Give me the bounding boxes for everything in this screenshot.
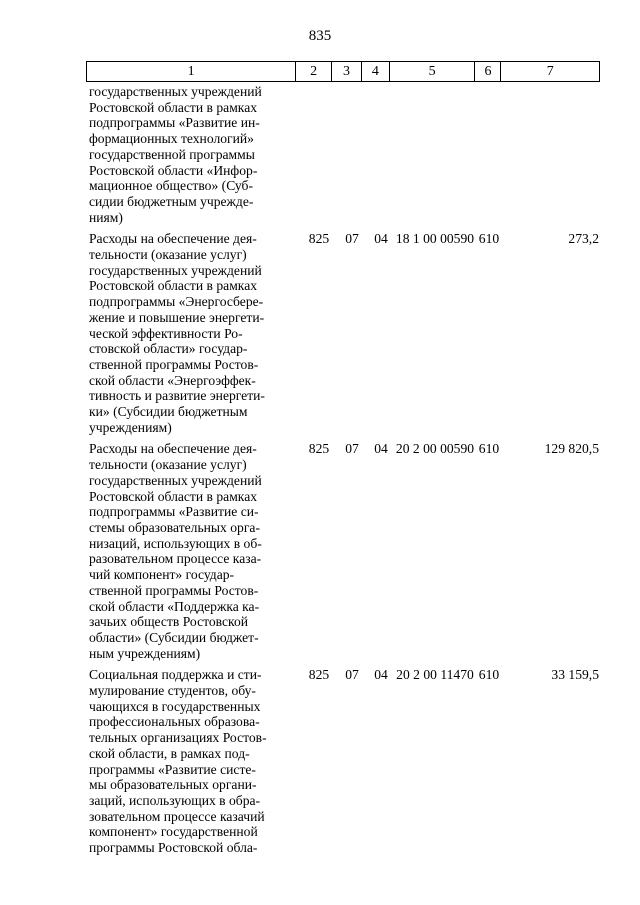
header-col-1: 1 xyxy=(87,62,296,81)
description-line: мулирование студентов, обу- xyxy=(89,683,256,699)
description-line: Расходы на обеспечение дея- xyxy=(89,441,257,457)
description-line: ческой эффективности Ро- xyxy=(89,325,243,341)
description-line: тельности (оказание услуг) xyxy=(89,247,247,263)
description-line: тельных организациях Ростов- xyxy=(89,730,267,746)
description-line: Ростовской области в рамках xyxy=(89,99,258,115)
description-line: профессиональных образова- xyxy=(89,714,260,730)
description-line: стемы образовательных орга- xyxy=(89,519,260,535)
header-col-3: 3 xyxy=(332,62,362,81)
description-line: Ростовской области в рамках xyxy=(89,278,258,294)
description-line: мы образовательных органи- xyxy=(89,777,257,793)
description-line: программы «Развитие систе- xyxy=(89,761,256,777)
section-code: 07 xyxy=(345,667,359,683)
description-line: государственных учреждений xyxy=(89,472,262,488)
ministry-code: 825 xyxy=(308,441,330,457)
description-line: программы Ростовской обла- xyxy=(89,840,258,856)
table-row xyxy=(89,231,600,435)
description-line: мационное общество» (Суб- xyxy=(89,178,253,194)
amount-value: 129 820,5 xyxy=(544,441,599,457)
table-header xyxy=(86,61,600,82)
description-line: стовской области» государ- xyxy=(89,341,248,357)
description-line: Расходы на обеспечение дея- xyxy=(89,231,257,247)
description-line: подпрограммы «Энергосбере- xyxy=(89,294,264,310)
expense-type-code: 610 xyxy=(478,231,500,247)
table-body xyxy=(89,84,600,856)
section-code: 07 xyxy=(345,231,359,247)
description-line: ской области «Энергоэффек- xyxy=(89,372,256,388)
subsection-code: 04 xyxy=(374,231,388,247)
description-line: зовательном процессе казачий xyxy=(89,808,265,824)
table-row xyxy=(89,667,600,855)
row-description xyxy=(89,441,291,661)
row-description xyxy=(89,231,291,435)
expense-type-code: 610 xyxy=(478,667,500,683)
description-line: ниям) xyxy=(89,209,123,225)
description-line: области» (Субсидии бюджет- xyxy=(89,629,259,645)
header-col-4: 4 xyxy=(362,62,390,81)
description-line: разовательном процессе каза- xyxy=(89,551,262,567)
description-line: подпрограммы «Развитие си- xyxy=(89,504,259,520)
target-article-code xyxy=(395,84,475,225)
description-line: зачьих обществ Ростовской xyxy=(89,614,249,630)
amount-value xyxy=(503,84,599,225)
description-line: жение и повышение энергети- xyxy=(89,309,265,325)
amount-value: 33 159,5 xyxy=(551,667,599,683)
description-line: ской области, в рамках под- xyxy=(89,745,250,761)
page-number: 835 xyxy=(308,28,332,44)
section-code xyxy=(337,84,367,225)
description-line: формационных технологий» xyxy=(89,131,254,147)
description-line: низаций, использующих в об- xyxy=(89,535,262,551)
header-col-7: 7 xyxy=(546,64,554,79)
target-article-code: 18 1 00 00590 xyxy=(395,231,475,247)
header-col-5: 5 xyxy=(390,62,476,81)
ministry-code xyxy=(301,84,337,225)
description-line: государственных учреждений xyxy=(89,84,262,99)
description-line: государственных учреждений xyxy=(89,262,262,278)
ministry-code: 825 xyxy=(308,667,330,683)
description-line: ным учреждениям) xyxy=(89,645,201,661)
description-line: чий компонент» государ- xyxy=(89,567,235,583)
description-line: ственной программы Ростов- xyxy=(89,582,259,598)
row-description xyxy=(89,84,291,225)
table-row xyxy=(89,441,600,661)
subsection-code xyxy=(367,84,395,225)
expense-type-code: 610 xyxy=(478,441,500,457)
description-line: компонент» государственной xyxy=(89,824,258,840)
description-line: сидии бюджетным учрежде- xyxy=(89,193,254,209)
description-line: учреждениям) xyxy=(89,419,172,435)
description-line: заций, использующих в обра- xyxy=(89,792,261,808)
description-line: ки» (Субсидии бюджетным xyxy=(89,404,248,420)
row-description xyxy=(89,667,291,855)
description-line: ской области «Поддержка ка- xyxy=(89,598,260,614)
description-line: подпрограммы «Развитие ин- xyxy=(89,115,260,131)
description-line: Ростовской области «Инфор- xyxy=(89,162,258,178)
header-col-2: 2 xyxy=(296,62,332,81)
table-row xyxy=(89,84,600,225)
subsection-code: 04 xyxy=(374,441,388,457)
subsection-code: 04 xyxy=(374,667,388,683)
target-article-code: 20 2 00 00590 xyxy=(395,441,475,457)
description-line: Ростовской области в рамках xyxy=(89,488,258,504)
header-col-6: 6 xyxy=(475,62,501,81)
amount-value: 273,2 xyxy=(568,231,599,247)
section-code: 07 xyxy=(345,441,359,457)
description-line: тивность и развитие энергети- xyxy=(89,388,265,404)
description-line: ственной программы Ростов- xyxy=(89,356,259,372)
description-line: государственной программы xyxy=(89,146,255,162)
ministry-code: 825 xyxy=(308,231,330,247)
description-line: Социальная поддержка и сти- xyxy=(89,667,262,683)
target-article-code: 20 2 00 11470 xyxy=(396,667,474,683)
description-line: чающихся в государственных xyxy=(89,698,261,714)
expense-type-code xyxy=(475,84,503,225)
description-line: тельности (оказание услуг) xyxy=(89,457,247,473)
